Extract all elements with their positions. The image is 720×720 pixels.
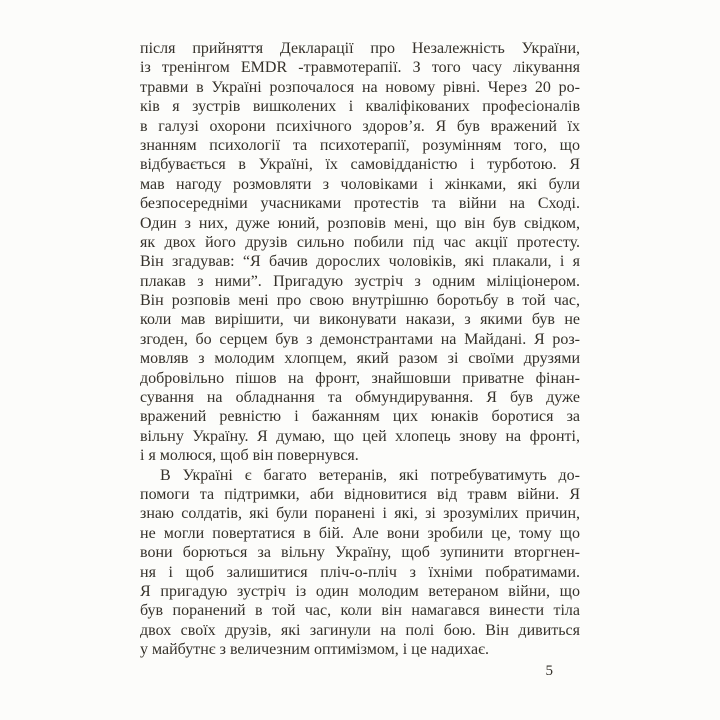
text-line: травми в Україні розпочалося на новому рівні. Через 20 ро- bbox=[140, 78, 580, 96]
text-line: мовляв з молодим хлопцем, який разом зі своїми друзями bbox=[140, 350, 580, 368]
text-line: безпосередніми учасниками протестів та війни на Сході. bbox=[140, 195, 580, 213]
page-number: 5 bbox=[545, 663, 553, 679]
text-line: відбувається в Україні, їх самовідданістю і турботою. Я bbox=[140, 156, 580, 174]
text-line: Він розповів мені про свою внутрішню боротьбу в той час, bbox=[140, 292, 580, 310]
text-line: добровільно пішов на фронт, знайшовши приватне фінан- bbox=[140, 369, 580, 387]
text-line: у майбутнє з величезним оптимізмом, і це надихає. bbox=[140, 641, 489, 659]
text-line: плакав з ними”. Пригадую зустріч з одним міліціонером. bbox=[140, 272, 580, 290]
text-line: мав нагоду розмовляти з чоловіками і жінками, які були bbox=[140, 175, 580, 193]
text-line: Я пригадую зустріч із один молодим ветераном війни, що bbox=[140, 582, 580, 600]
text-line: в галузі охорони психічного здоров’я. Я був вражений їх bbox=[140, 117, 580, 135]
text-line: і я молюся, щоб він повернувся. bbox=[140, 447, 359, 465]
text-line: сування на обладнання та обмундирування. Я був дуже bbox=[140, 389, 580, 407]
text-line: вільну Україну. Я думаю, що цей хлопець знову на фронті, bbox=[140, 427, 580, 445]
text-line: не могли повертатися в бій. Але вони зробили це, тому що bbox=[140, 524, 580, 542]
text-line: знаю солдатів, які були поранені і які, зі зрозумілих причин, bbox=[140, 505, 580, 523]
text-line: із тренінгом EMDR -травмотерапії. З того часу лікування bbox=[140, 59, 580, 77]
text-line: як двох його друзів сильно побили під час акції протесту. bbox=[140, 233, 580, 251]
text-line: помоги та підтримки, аби відновитися від травм війни. Я bbox=[140, 485, 580, 503]
text-line: був поранений в той час, коли він намагався винести тіла bbox=[140, 602, 580, 620]
text-line: ня і щоб залишитися пліч-о-пліч з їхніми побратимами. bbox=[140, 563, 580, 581]
text-line: коли мав вирішити, чи виконувати накази, з якими був не bbox=[140, 311, 580, 329]
text-line: згоден, бо серцем був з демонстрантами на Майдані. Я роз- bbox=[140, 330, 580, 348]
text-line: В Україні є багато ветеранів, які потребуватимуть до- bbox=[160, 466, 580, 484]
page-text bbox=[140, 39, 580, 660]
text-line: вражений ревністю і бажанням цих юнаків боротися за bbox=[140, 408, 580, 426]
text-line: Він згадував: “Я бачив дорослих чоловіків, які плакали, і я bbox=[140, 253, 580, 271]
text-line: Один з них, дуже юний, розповів мені, що він був свідком, bbox=[140, 214, 580, 232]
text-line: двох своїх друзів, які загинули на полі бою. Він дивиться bbox=[140, 621, 580, 639]
text-line: після прийняття Декларації про Незалежність України, bbox=[140, 40, 580, 57]
text-line: вони борються за вільну Україну, щоб зупинити вторгнен- bbox=[140, 544, 580, 562]
text-line: знанням психології та психотерапії, розумінням того, що bbox=[140, 136, 580, 154]
text-line: ків я зустрів вишколених і кваліфікованих професіоналів bbox=[140, 98, 580, 116]
